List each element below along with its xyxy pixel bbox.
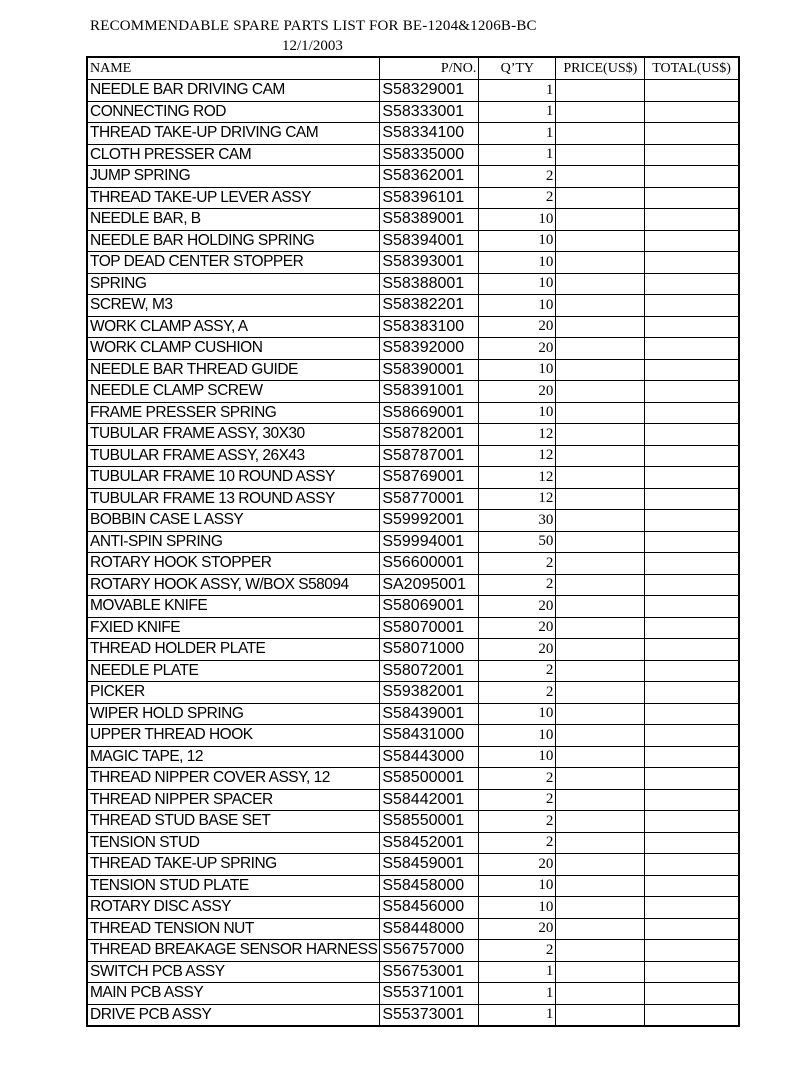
price-cell [556,1004,645,1026]
total-cell [645,144,739,166]
quantity-cell: 2 [479,940,556,962]
price-cell [556,166,645,188]
quantity-cell: 20 [479,381,556,403]
total-cell [645,832,739,854]
quantity-cell: 30 [479,510,556,532]
part-name-cell: SPRING [87,273,380,295]
part-number-cell: S58452001 [380,832,479,854]
part-name-cell: CLOTH PRESSER CAM [87,144,380,166]
part-name-cell: ROTARY DISC ASSY [87,897,380,919]
price-cell [556,639,645,661]
total-cell [645,725,739,747]
table-row [87,854,739,876]
total-cell [645,660,739,682]
part-number-cell: S58459001 [380,854,479,876]
part-name-cell: THREAD HOLDER PLATE [87,639,380,661]
table-row [87,983,739,1005]
part-name-cell: NEEDLE CLAMP SCREW [87,381,380,403]
part-name-cell: WORK CLAMP ASSY, A [87,316,380,338]
price-cell [556,424,645,446]
part-number-cell: S58550001 [380,811,479,833]
price-cell [556,553,645,575]
table-row [87,187,739,209]
price-cell [556,832,645,854]
part-name-cell: MAIN PCB ASSY [87,983,380,1005]
quantity-cell: 2 [479,660,556,682]
part-number-cell: S58392000 [380,338,479,360]
table-row [87,445,739,467]
part-name-cell: NEEDLE BAR THREAD GUIDE [87,359,380,381]
part-name-cell: TOP DEAD CENTER STOPPER [87,252,380,274]
price-cell [556,510,645,532]
part-number-cell: S58396101 [380,187,479,209]
part-number-cell: S58069001 [380,596,479,618]
total-cell [645,789,739,811]
part-name-cell: JUMP SPRING [87,166,380,188]
part-number-cell: S58071000 [380,639,479,661]
total-cell [645,359,739,381]
table-row [87,832,739,854]
price-cell [556,961,645,983]
price-cell [556,80,645,102]
part-number-cell: S58787001 [380,445,479,467]
total-cell [645,338,739,360]
total-cell [645,703,739,725]
quantity-cell: 20 [479,918,556,940]
total-cell [645,875,739,897]
part-number-cell: S58383100 [380,316,479,338]
table-row [87,295,739,317]
price-cell [556,445,645,467]
price-cell [556,983,645,1005]
quantity-cell: 2 [479,811,556,833]
quantity-cell: 1 [479,80,556,102]
quantity-cell: 10 [479,875,556,897]
table-row [87,209,739,231]
quantity-cell: 10 [479,746,556,768]
price-cell [556,703,645,725]
price-cell [556,682,645,704]
table-row [87,875,739,897]
quantity-cell: 2 [479,166,556,188]
part-number-cell: S58389001 [380,209,479,231]
total-cell [645,854,739,876]
quantity-cell: 10 [479,230,556,252]
column-header-qty: Q’TY [479,57,556,80]
price-cell [556,875,645,897]
part-name-cell: THREAD NIPPER SPACER [87,789,380,811]
part-number-cell: S58390001 [380,359,479,381]
table-row [87,811,739,833]
price-cell [556,660,645,682]
part-name-cell: ROTARY HOOK STOPPER [87,553,380,575]
quantity-cell: 10 [479,703,556,725]
part-number-cell: S58382201 [380,295,479,317]
quantity-cell: 1 [479,144,556,166]
total-cell [645,488,739,510]
table-row [87,596,739,618]
quantity-cell: 10 [479,273,556,295]
table-row [87,725,739,747]
price-cell [556,123,645,145]
total-cell [645,316,739,338]
part-name-cell: PICKER [87,682,380,704]
part-name-cell: THREAD TAKE-UP LEVER ASSY [87,187,380,209]
part-number-cell: S58458000 [380,875,479,897]
total-cell [645,273,739,295]
table-row [87,359,739,381]
total-cell [645,574,739,596]
part-number-cell: S58439001 [380,703,479,725]
total-cell [645,381,739,403]
quantity-cell: 20 [479,854,556,876]
price-cell [556,725,645,747]
part-name-cell: WIPER HOLD SPRING [87,703,380,725]
part-number-cell: S58334100 [380,123,479,145]
table-row [87,940,739,962]
part-number-cell: S58333001 [380,101,479,123]
part-number-cell: S56757000 [380,940,479,962]
table-row [87,897,739,919]
total-cell [645,983,739,1005]
total-cell [645,424,739,446]
price-cell [556,338,645,360]
document-date: 12/1/2003 [282,38,343,54]
total-cell [645,101,739,123]
quantity-cell: 2 [479,553,556,575]
part-number-cell: S56600001 [380,553,479,575]
table-row [87,768,739,790]
quantity-cell: 20 [479,316,556,338]
quantity-cell: 2 [479,574,556,596]
table-row [87,660,739,682]
quantity-cell: 10 [479,897,556,919]
part-number-cell: S58782001 [380,424,479,446]
price-cell [556,811,645,833]
table-row [87,166,739,188]
price-cell [556,746,645,768]
column-header-price: PRICE(US$) [556,57,645,80]
price-cell [556,789,645,811]
part-name-cell: ANTI-SPIN SPRING [87,531,380,553]
table-row [87,617,739,639]
total-cell [645,768,739,790]
total-cell [645,445,739,467]
table-row [87,316,739,338]
column-header-part-no: P/NO. [380,57,479,80]
quantity-cell: 1 [479,1004,556,1026]
part-name-cell: BOBBIN CASE L ASSY [87,510,380,532]
total-cell [645,596,739,618]
total-cell [645,187,739,209]
table-row [87,123,739,145]
part-name-cell: THREAD STUD BASE SET [87,811,380,833]
part-name-cell: CONNECTING ROD [87,101,380,123]
column-header-total: TOTAL(US$) [645,57,739,80]
total-cell [645,961,739,983]
price-cell [556,273,645,295]
quantity-cell: 20 [479,639,556,661]
table-row [87,488,739,510]
part-number-cell: S58431000 [380,725,479,747]
price-cell [556,854,645,876]
price-cell [556,897,645,919]
part-number-cell: S58448000 [380,918,479,940]
table-row [87,467,739,489]
part-name-cell: TUBULAR FRAME ASSY, 30X30 [87,424,380,446]
total-cell [645,940,739,962]
part-number-cell: S58391001 [380,381,479,403]
part-number-cell: SA2095001 [380,574,479,596]
table-row [87,961,739,983]
total-cell [645,230,739,252]
spare-parts-table [86,56,740,1027]
table-row [87,101,739,123]
quantity-cell: 1 [479,961,556,983]
total-cell [645,897,739,919]
part-name-cell: NEEDLE BAR, B [87,209,380,231]
total-cell [645,209,739,231]
part-number-cell: S59994001 [380,531,479,553]
table-row [87,80,739,102]
table-row [87,639,739,661]
part-name-cell: WORK CLAMP CUSHION [87,338,380,360]
part-number-cell: S58770001 [380,488,479,510]
part-name-cell: MAGIC TAPE, 12 [87,746,380,768]
part-number-cell: S56753001 [380,961,479,983]
total-cell [645,746,739,768]
price-cell [556,940,645,962]
part-name-cell: THREAD TAKE-UP SPRING [87,854,380,876]
quantity-cell: 10 [479,209,556,231]
column-header-name: NAME [87,57,380,80]
price-cell [556,918,645,940]
part-name-cell: DRIVE PCB ASSY [87,1004,380,1026]
part-name-cell: SWITCH PCB ASSY [87,961,380,983]
part-number-cell: S58456000 [380,897,479,919]
part-name-cell: ROTARY HOOK ASSY, W/BOX S58094 [87,574,380,596]
part-number-cell: S58070001 [380,617,479,639]
total-cell [645,295,739,317]
quantity-cell: 20 [479,617,556,639]
price-cell [556,187,645,209]
table-row [87,1004,739,1026]
quantity-cell: 12 [479,445,556,467]
total-cell [645,553,739,575]
part-name-cell: NEEDLE BAR DRIVING CAM [87,80,380,102]
table-row [87,510,739,532]
price-cell [556,617,645,639]
total-cell [645,510,739,532]
table-row [87,789,739,811]
part-number-cell: S58442001 [380,789,479,811]
part-number-cell: S59382001 [380,682,479,704]
part-name-cell: MOVABLE KNIFE [87,596,380,618]
part-name-cell: FXIED KNIFE [87,617,380,639]
part-number-cell: S58329001 [380,80,479,102]
price-cell [556,531,645,553]
part-name-cell: TENSION STUD [87,832,380,854]
total-cell [645,811,739,833]
quantity-cell: 10 [479,359,556,381]
table-row [87,918,739,940]
total-cell [645,682,739,704]
table-row [87,553,739,575]
part-number-cell: S55371001 [380,983,479,1005]
part-number-cell: S58362001 [380,166,479,188]
total-cell [645,467,739,489]
price-cell [556,295,645,317]
quantity-cell: 2 [479,789,556,811]
price-cell [556,402,645,424]
table-row [87,402,739,424]
price-cell [556,230,645,252]
part-name-cell: UPPER THREAD HOOK [87,725,380,747]
part-name-cell: TENSION STUD PLATE [87,875,380,897]
total-cell [645,123,739,145]
part-number-cell: S58072001 [380,660,479,682]
part-number-cell: S58669001 [380,402,479,424]
price-cell [556,252,645,274]
total-cell [645,639,739,661]
quantity-cell: 12 [479,488,556,510]
quantity-cell: 20 [479,596,556,618]
quantity-cell: 1 [479,123,556,145]
table-row [87,531,739,553]
table-row [87,424,739,446]
quantity-cell: 10 [479,725,556,747]
quantity-cell: 1 [479,101,556,123]
price-cell [556,574,645,596]
price-cell [556,596,645,618]
price-cell [556,488,645,510]
price-cell [556,768,645,790]
part-number-cell: S58393001 [380,252,479,274]
quantity-cell: 50 [479,531,556,553]
part-number-cell: S55373001 [380,1004,479,1026]
part-name-cell: NEEDLE PLATE [87,660,380,682]
quantity-cell: 10 [479,252,556,274]
table-row [87,703,739,725]
table-row [87,273,739,295]
part-name-cell: SCREW, M3 [87,295,380,317]
part-name-cell: TUBULAR FRAME 10 ROUND ASSY [87,467,380,489]
part-number-cell: S58769001 [380,467,479,489]
part-number-cell: S59992001 [380,510,479,532]
table-row [87,682,739,704]
total-cell [645,80,739,102]
quantity-cell: 2 [479,768,556,790]
document-title: RECOMMENDABLE SPARE PARTS LIST FOR BE-1204&1206B-BC [90,18,537,34]
total-cell [645,252,739,274]
table-row [87,144,739,166]
part-number-cell: S58500001 [380,768,479,790]
quantity-cell: 20 [479,338,556,360]
table-body [87,80,739,1027]
part-number-cell: S58394001 [380,230,479,252]
quantity-cell: 12 [479,424,556,446]
total-cell [645,531,739,553]
quantity-cell: 12 [479,467,556,489]
part-name-cell: THREAD TENSION NUT [87,918,380,940]
table-row [87,230,739,252]
total-cell [645,918,739,940]
table-row [87,252,739,274]
quantity-cell: 10 [479,402,556,424]
price-cell [556,101,645,123]
quantity-cell: 2 [479,832,556,854]
quantity-cell: 2 [479,187,556,209]
part-name-cell: THREAD NIPPER COVER ASSY, 12 [87,768,380,790]
table-row [87,746,739,768]
table-row [87,574,739,596]
quantity-cell: 2 [479,682,556,704]
price-cell [556,467,645,489]
part-name-cell: THREAD BREAKAGE SENSOR HARNESS [87,940,380,962]
quantity-cell: 10 [479,295,556,317]
part-name-cell: TUBULAR FRAME ASSY, 26X43 [87,445,380,467]
table-row [87,338,739,360]
part-number-cell: S58443000 [380,746,479,768]
part-number-cell: S58388001 [380,273,479,295]
price-cell [556,359,645,381]
quantity-cell: 1 [479,983,556,1005]
price-cell [556,144,645,166]
total-cell [645,166,739,188]
table-row [87,381,739,403]
part-name-cell: TUBULAR FRAME 13 ROUND ASSY [87,488,380,510]
price-cell [556,209,645,231]
part-number-cell: S58335000 [380,144,479,166]
table-header-row [87,57,739,80]
total-cell [645,402,739,424]
total-cell [645,1004,739,1026]
price-cell [556,316,645,338]
price-cell [556,381,645,403]
part-name-cell: THREAD TAKE-UP DRIVING CAM [87,123,380,145]
part-name-cell: FRAME PRESSER SPRING [87,402,380,424]
part-name-cell: NEEDLE BAR HOLDING SPRING [87,230,380,252]
total-cell [645,617,739,639]
